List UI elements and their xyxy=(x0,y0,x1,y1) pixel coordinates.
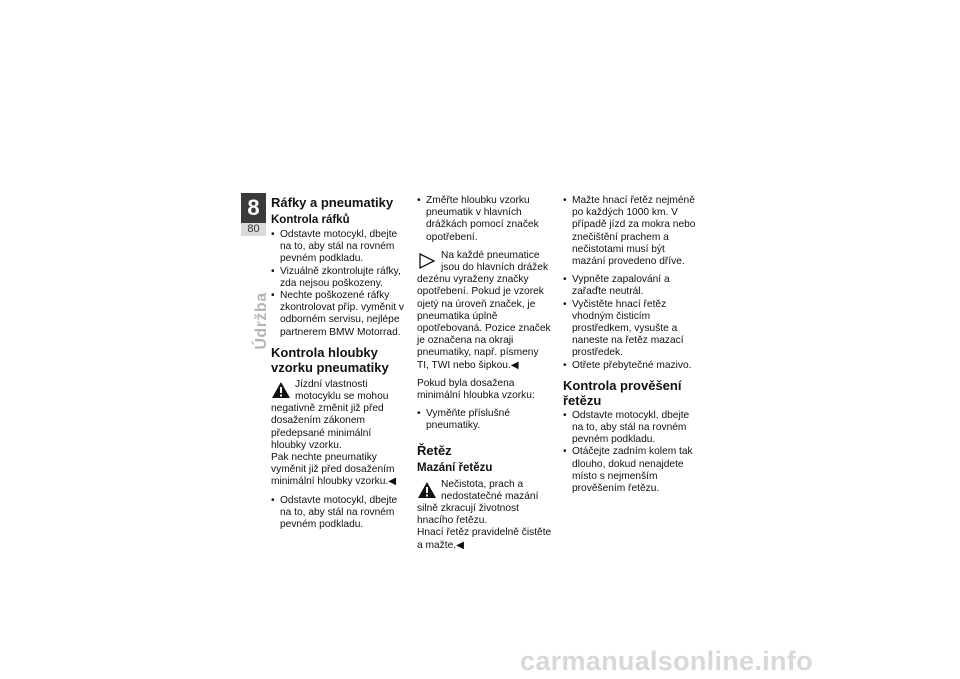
column-2 xyxy=(417,195,553,558)
heading-chain-lube: Mazání řetězu xyxy=(417,461,493,474)
chapter-number: 8 xyxy=(241,193,266,223)
column-1 xyxy=(271,195,407,537)
heading-tread-depth: Kontrola hloubky vzorku pneumatiky xyxy=(271,344,389,375)
list-item: • Změřte hloubku vzorku pneumatik v hlavních drážkách pomocí značek opotřebení. xyxy=(417,195,553,244)
list-item: • Vyměňte příslušné pneumatiky. xyxy=(417,408,553,432)
list-item: • Odstavte motocykl, dbejte na to, aby stál na rovném pevném podkladu. xyxy=(563,410,699,447)
lube-interval-list xyxy=(563,195,699,268)
list-item: • Vyčistěte hnací řetěz vhodným čisticím prostředkem, vysušte a naneste na řetěz mazací prostředek. xyxy=(563,299,699,360)
page-number: 80 xyxy=(241,223,266,236)
list-item: • Otřete přebytečné mazivo. xyxy=(563,360,699,372)
chapter-tab xyxy=(241,193,266,236)
chain-warning-text: Nečistota, prach a nedostatečné mazání silně zkracují životnost hnacího řetězu. xyxy=(417,478,539,527)
chain-warning-text-2: Hnací řetěz pravidelně čistěte a mažte.◀ xyxy=(417,527,552,551)
heading-rim-check: Kontrola ráfků xyxy=(271,214,350,226)
tread-measure-list xyxy=(417,195,553,244)
list-item: • Odstavte motocykl, dbejte na to, aby stál na rovném pevném podkladu. xyxy=(271,229,407,266)
section-title-chain: Řetěz xyxy=(417,442,452,458)
slack-check-list xyxy=(563,410,699,495)
warning-text-2: Pak nechte pneumatiky vyměnit již před dosažením minimální hloubky vzorku.◀ xyxy=(271,452,397,488)
replace-list xyxy=(417,408,553,432)
side-chapter-title: Údržba xyxy=(253,292,270,350)
info-text: Na každé pneumatice jsou do hlavních drážek dezénu vyraženy značky opotřebení. Pokud je vzorek ojetý na úroveň značek, je pneumatika úplně opotřebovaná. Pozice značek je označena na okraji pneumatiky, např. písmeny TI, TWI nebo šipkou.◀ xyxy=(417,249,551,371)
watermark: carmanualsonline.info xyxy=(520,646,813,676)
list-item: • Vizuálně zkontrolujte ráfky, zda nejsou poškozeny. xyxy=(271,266,407,290)
lube-steps-list xyxy=(563,274,699,372)
rim-check-list xyxy=(271,229,407,339)
warning-icon xyxy=(417,481,437,499)
list-item: • Nechte poškozené ráfky zkontrolovat příp. vyměnit v odborném servisu, nejlépe partnerem BMW Motorrad. xyxy=(271,290,407,339)
list-item: • Mažte hnací řetěz nejméně po každých 1000 km. V případě jízd za mokra nebo znečištění prachem a nečistotami musí být mazání provedeno dříve. xyxy=(563,195,699,268)
chain-warning-note xyxy=(417,479,553,552)
info-triangle-icon xyxy=(417,252,437,270)
column-3 xyxy=(563,195,699,501)
min-depth-text: Pokud byla dosažena minimální hloubka vzorku: xyxy=(417,377,535,402)
list-item: • Vypněte zapalování a zařaďte neutrál. xyxy=(563,274,699,298)
section-title-rims-tyres: Ráfky a pneumatiky xyxy=(271,195,394,210)
info-note xyxy=(417,250,553,372)
warning-note xyxy=(271,379,407,489)
heading-chain-slack: Kontrola prověšení řetězu xyxy=(563,377,682,408)
warning-icon xyxy=(271,381,291,399)
list-item: • Otáčejte zadním kolem tak dlouho, dokud nenajdete místo s nejmenším prověšením řetězu. xyxy=(563,446,699,495)
list-item: • Odstavte motocykl, dbejte na to, aby stál na rovném pevném podkladu. xyxy=(271,495,407,532)
warning-text: Jízdní vlastnosti motocyklu se mohou negativně změnit již před dosažením zákonem předepsané minimální hloubky vzorku. xyxy=(271,378,389,451)
tread-check-list xyxy=(271,495,407,532)
